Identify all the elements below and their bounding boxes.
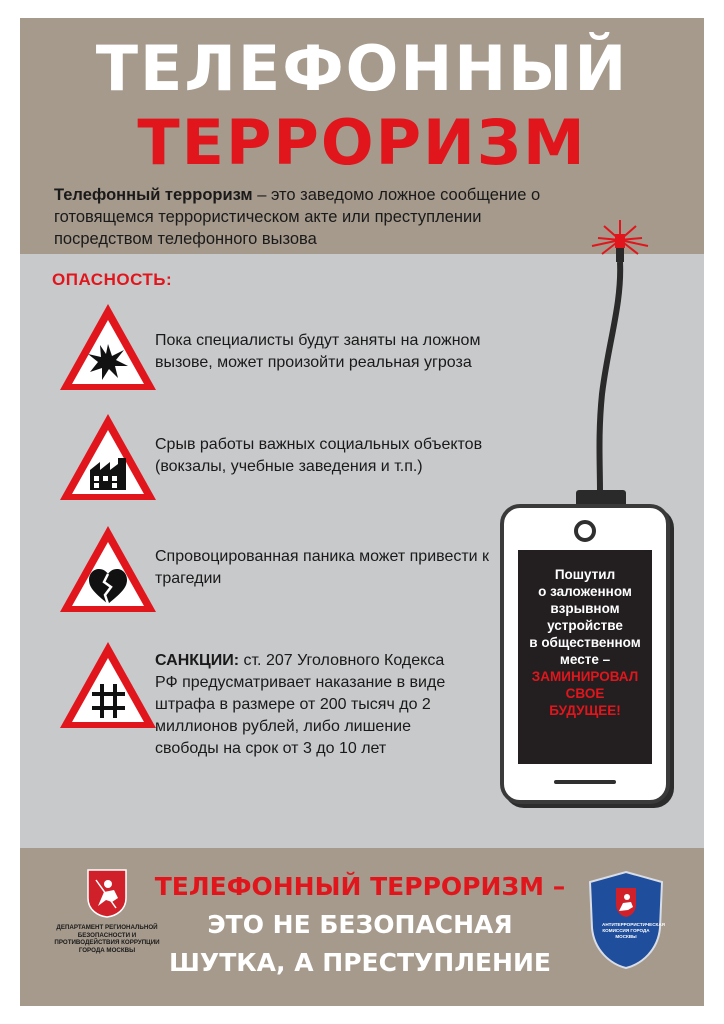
slogan	[150, 868, 570, 982]
phone-illustration	[490, 214, 690, 814]
screen-line-4: устройстве	[547, 618, 623, 633]
warning-sign-factory	[56, 410, 160, 504]
slogan-line-3: ШУТКА, А ПРЕСТУПЛЕНИЕ	[169, 948, 551, 977]
prison-bars-icon	[56, 638, 160, 732]
screen-line-1: Пошутил	[554, 567, 616, 582]
screen-red-line-3: БУДУЩЕЕ!	[549, 703, 621, 718]
definition-term: Телефонный терроризм	[54, 186, 253, 204]
danger-item-1-text: Пока специалисты будут заняты на ложном вызове, может произойти реальная угроза	[155, 332, 481, 371]
title-line-1: ТЕЛЕФОННЫЙ	[95, 32, 629, 105]
poster	[20, 18, 704, 1006]
phone-camera-icon	[574, 520, 596, 542]
screen-line-2: о заложенном	[538, 584, 632, 599]
title-line-2: ТЕРРОРИЗМ	[137, 106, 587, 179]
danger-heading: ОПАСНОСТЬ:	[52, 270, 173, 289]
screen-red-line-1: ЗАМИНИРОВАЛ	[531, 669, 639, 684]
phone-screen	[518, 550, 652, 764]
department-logo	[52, 868, 162, 954]
screen-line-6: месте –	[559, 652, 611, 667]
warning-sign-heart	[56, 522, 160, 616]
antenna-cable-icon	[490, 214, 690, 514]
footer-band	[20, 848, 704, 1006]
broken-heart-icon	[56, 522, 160, 616]
warning-sign-explosion	[56, 300, 160, 394]
shield-icon	[588, 870, 664, 970]
antiterror-commission-logo	[588, 870, 664, 970]
antiterror-commission-text: АНТИТЕРРОРИСТИЧЕСКАЯ КОМИССИЯ ГОРОДА МОСКВЫ	[602, 922, 665, 939]
sanctions-text	[155, 650, 465, 760]
warning-sign-bars	[56, 638, 160, 732]
sanctions-label: САНКЦИИ:	[155, 652, 240, 669]
factory-icon	[56, 410, 160, 504]
definition-body: – это заведомо ложное сообщение о готовящемся террористическом акте или преступлении посредством телефонного вызова	[54, 186, 541, 248]
screen-line-3: взрывном	[550, 601, 620, 616]
screen-red-line-2: СВОЕ	[565, 686, 605, 701]
department-logo-text: ДЕПАРТАМЕНТ РЕГИОНАЛЬНОЙ БЕЗОПАСНОСТИ И ПРОТИВОДЕЙСТВИЯ КОРРУПЦИИ ГОРОДА МОСКВЫ	[54, 924, 160, 954]
slogan-line-2: ЭТО НЕ БЕЗОПАСНАЯ	[207, 910, 513, 939]
moscow-coat-of-arms-icon	[86, 868, 128, 918]
explosion-icon	[56, 300, 160, 394]
screen-line-5: в общественном	[529, 635, 641, 650]
slogan-line-1: ТЕЛЕФОННЫЙ ТЕРРОРИЗМ –	[154, 872, 566, 901]
danger-item-3-text: Спровоцированная паника может привести к трагедии	[155, 548, 490, 587]
phone-home-bar	[554, 780, 616, 784]
phone-body	[500, 504, 670, 804]
danger-item-2-text: Срыв работы важных социальных объектов (вокзалы, учебные заведения и т.п.)	[155, 436, 483, 475]
sanctions-body: ст. 207 Уголовного Кодекса РФ предусматривает наказание в виде штрафа в размере от 200 тысяч до 2 миллионов рублей, либо лишение свободы на срок от 3 до 10 лет	[155, 652, 446, 757]
